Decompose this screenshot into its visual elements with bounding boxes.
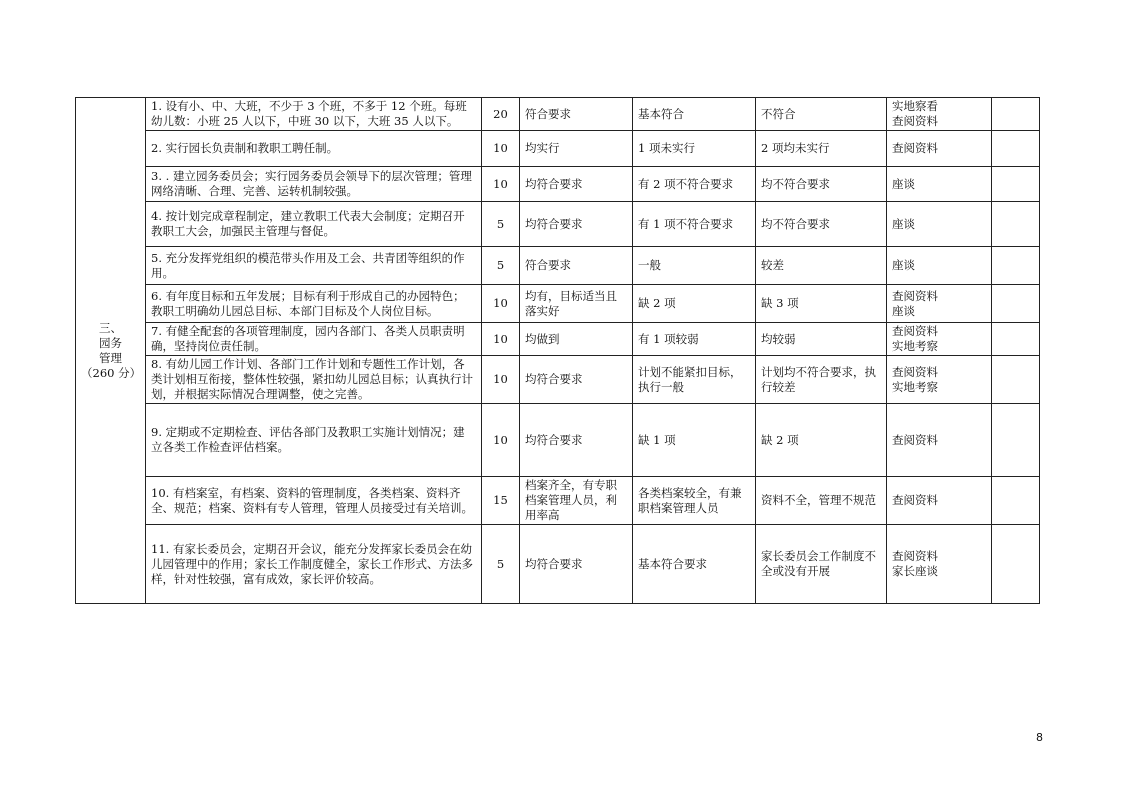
table-row — [76, 167, 1040, 202]
check-method: 座谈 — [887, 247, 992, 285]
table-row — [76, 98, 1040, 131]
item-text: 3. . 建立园务委员会；实行园务委员会领导下的层次管理；管理网络清晰、合理、完善、运转机制较强。 — [146, 167, 482, 202]
grade-b: 缺 1 项 — [633, 404, 756, 477]
category-label: 园务 — [99, 335, 122, 350]
grade-b: 一般 — [633, 247, 756, 285]
table-row — [76, 477, 1040, 525]
grade-b: 1 项未实行 — [633, 131, 756, 167]
grade-a: 均符合要求 — [520, 202, 633, 247]
grade-c: 较差 — [756, 247, 887, 285]
check-method: 查阅资料 — [887, 404, 992, 477]
check-method: 实地察看 查阅资料 — [887, 98, 992, 131]
table-row — [76, 404, 1040, 477]
table-row — [76, 323, 1040, 356]
grade-b: 基本符合 — [633, 98, 756, 131]
item-score: 15 — [482, 477, 520, 525]
item-text: 11. 有家长委员会，定期召开会议，能充分发挥家长委员会在幼儿园管理中的作用；家长工作制度健全，家长工作形式、方法多样，针对性较强，富有成效，家长评价较高。 — [146, 525, 482, 604]
grade-a: 符合要求 — [520, 98, 633, 131]
grade-b: 缺 2 项 — [633, 285, 756, 323]
grade-a: 符合要求 — [520, 247, 633, 285]
grade-a: 均实行 — [520, 131, 633, 167]
remark — [992, 167, 1040, 202]
grade-c: 资料不全，管理不规范 — [756, 477, 887, 525]
grade-a: 均有，目标适当且落实好 — [520, 285, 633, 323]
table-row — [76, 356, 1040, 404]
item-score: 10 — [482, 404, 520, 477]
item-score: 10 — [482, 167, 520, 202]
remark — [992, 323, 1040, 356]
grade-a: 均符合要求 — [520, 525, 633, 604]
check-method: 座谈 — [887, 167, 992, 202]
grade-c: 2 项均未实行 — [756, 131, 887, 167]
remark — [992, 404, 1040, 477]
table-row — [76, 285, 1040, 323]
grade-b: 基本符合要求 — [633, 525, 756, 604]
grade-b: 有 1 项不符合要求 — [633, 202, 756, 247]
check-method: 查阅资料 实地考察 — [887, 356, 992, 404]
remark — [992, 247, 1040, 285]
grade-b: 各类档案较全，有兼职档案管理人员 — [633, 477, 756, 525]
grade-c: 均不符合要求 — [756, 167, 887, 202]
check-method: 查阅资料 家长座谈 — [887, 525, 992, 604]
table-row — [76, 525, 1040, 604]
grade-c: 均较弱 — [756, 323, 887, 356]
item-text: 1. 设有小、中、大班，不少于 3 个班，不多于 12 个班。每班幼儿数：小班 25 人以下，中班 30 以下，大班 35 人以下。 — [146, 98, 482, 131]
item-text: 8. 有幼儿园工作计划、各部门工作计划和专题性工作计划，各类计划相互衔接，整体性较强，紧扣幼儿园总目标；认真执行计划，并根据实际情况合理调整，使之完善。 — [146, 356, 482, 404]
grade-b: 有 1 项较弱 — [633, 323, 756, 356]
evaluation-table — [75, 97, 1040, 604]
item-text: 10. 有档案室，有档案、资料的管理制度，各类档案、资料齐全、规范；档案、资料有专人管理，管理人员接受过有关培训。 — [146, 477, 482, 525]
remark — [992, 202, 1040, 247]
item-text: 7. 有健全配套的各项管理制度，园内各部门、各类人员职责明确，坚持岗位责任制。 — [146, 323, 482, 356]
item-score: 5 — [482, 247, 520, 285]
remark — [992, 477, 1040, 525]
table-row — [76, 202, 1040, 247]
table-row — [76, 247, 1040, 285]
category-label: （260 分） — [81, 365, 142, 380]
grade-c: 缺 3 项 — [756, 285, 887, 323]
grade-a: 均符合要求 — [520, 356, 633, 404]
check-method: 查阅资料 实地考察 — [887, 323, 992, 356]
item-text: 5. 充分发挥党组织的模范带头作用及工会、共青团等组织的作用。 — [146, 247, 482, 285]
grade-b: 有 2 项不符合要求 — [633, 167, 756, 202]
grade-a: 均做到 — [520, 323, 633, 356]
item-score: 10 — [482, 131, 520, 167]
category-label: 管理 — [99, 350, 122, 365]
remark — [992, 98, 1040, 131]
remark — [992, 131, 1040, 167]
check-method: 查阅资料 — [887, 131, 992, 167]
item-score: 10 — [482, 323, 520, 356]
grade-a: 档案齐全，有专职档案管理人员，利用率高 — [520, 477, 633, 525]
grade-b: 计划不能紧扣目标，执行一般 — [633, 356, 756, 404]
item-score: 5 — [482, 202, 520, 247]
item-text: 4. 按计划完成章程制定，建立教职工代表大会制度；定期召开教职工大会，加强民主管理与督促。 — [146, 202, 482, 247]
page-number: 8 — [1036, 731, 1043, 744]
grade-c: 家长委员会工作制度不全或没有开展 — [756, 525, 887, 604]
check-method: 查阅资料 座谈 — [887, 285, 992, 323]
grade-a: 均符合要求 — [520, 404, 633, 477]
table-body — [76, 98, 1040, 604]
check-method: 查阅资料 — [887, 477, 992, 525]
item-score: 20 — [482, 98, 520, 131]
item-text: 9. 定期或不定期检查、评估各部门及教职工实施计划情况；建立各类工作检查评估档案。 — [146, 404, 482, 477]
grade-c: 均不符合要求 — [756, 202, 887, 247]
grade-c: 不符合 — [756, 98, 887, 131]
item-text: 2. 实行园长负责制和教职工聘任制。 — [146, 131, 482, 167]
item-text: 6. 有年度目标和五年发展；目标有利于形成自己的办园特色；教职工明确幼儿园总目标、本部门目标及个人岗位目标。 — [146, 285, 482, 323]
item-score: 5 — [482, 525, 520, 604]
item-score: 10 — [482, 356, 520, 404]
category-cell — [76, 98, 146, 604]
check-method: 座谈 — [887, 202, 992, 247]
item-score: 10 — [482, 285, 520, 323]
grade-a: 均符合要求 — [520, 167, 633, 202]
remark — [992, 285, 1040, 323]
remark — [992, 525, 1040, 604]
category-label: 三、 — [99, 320, 122, 335]
grade-c: 缺 2 项 — [756, 404, 887, 477]
grade-c: 计划均不符合要求，执行较差 — [756, 356, 887, 404]
table-row — [76, 131, 1040, 167]
remark — [992, 356, 1040, 404]
